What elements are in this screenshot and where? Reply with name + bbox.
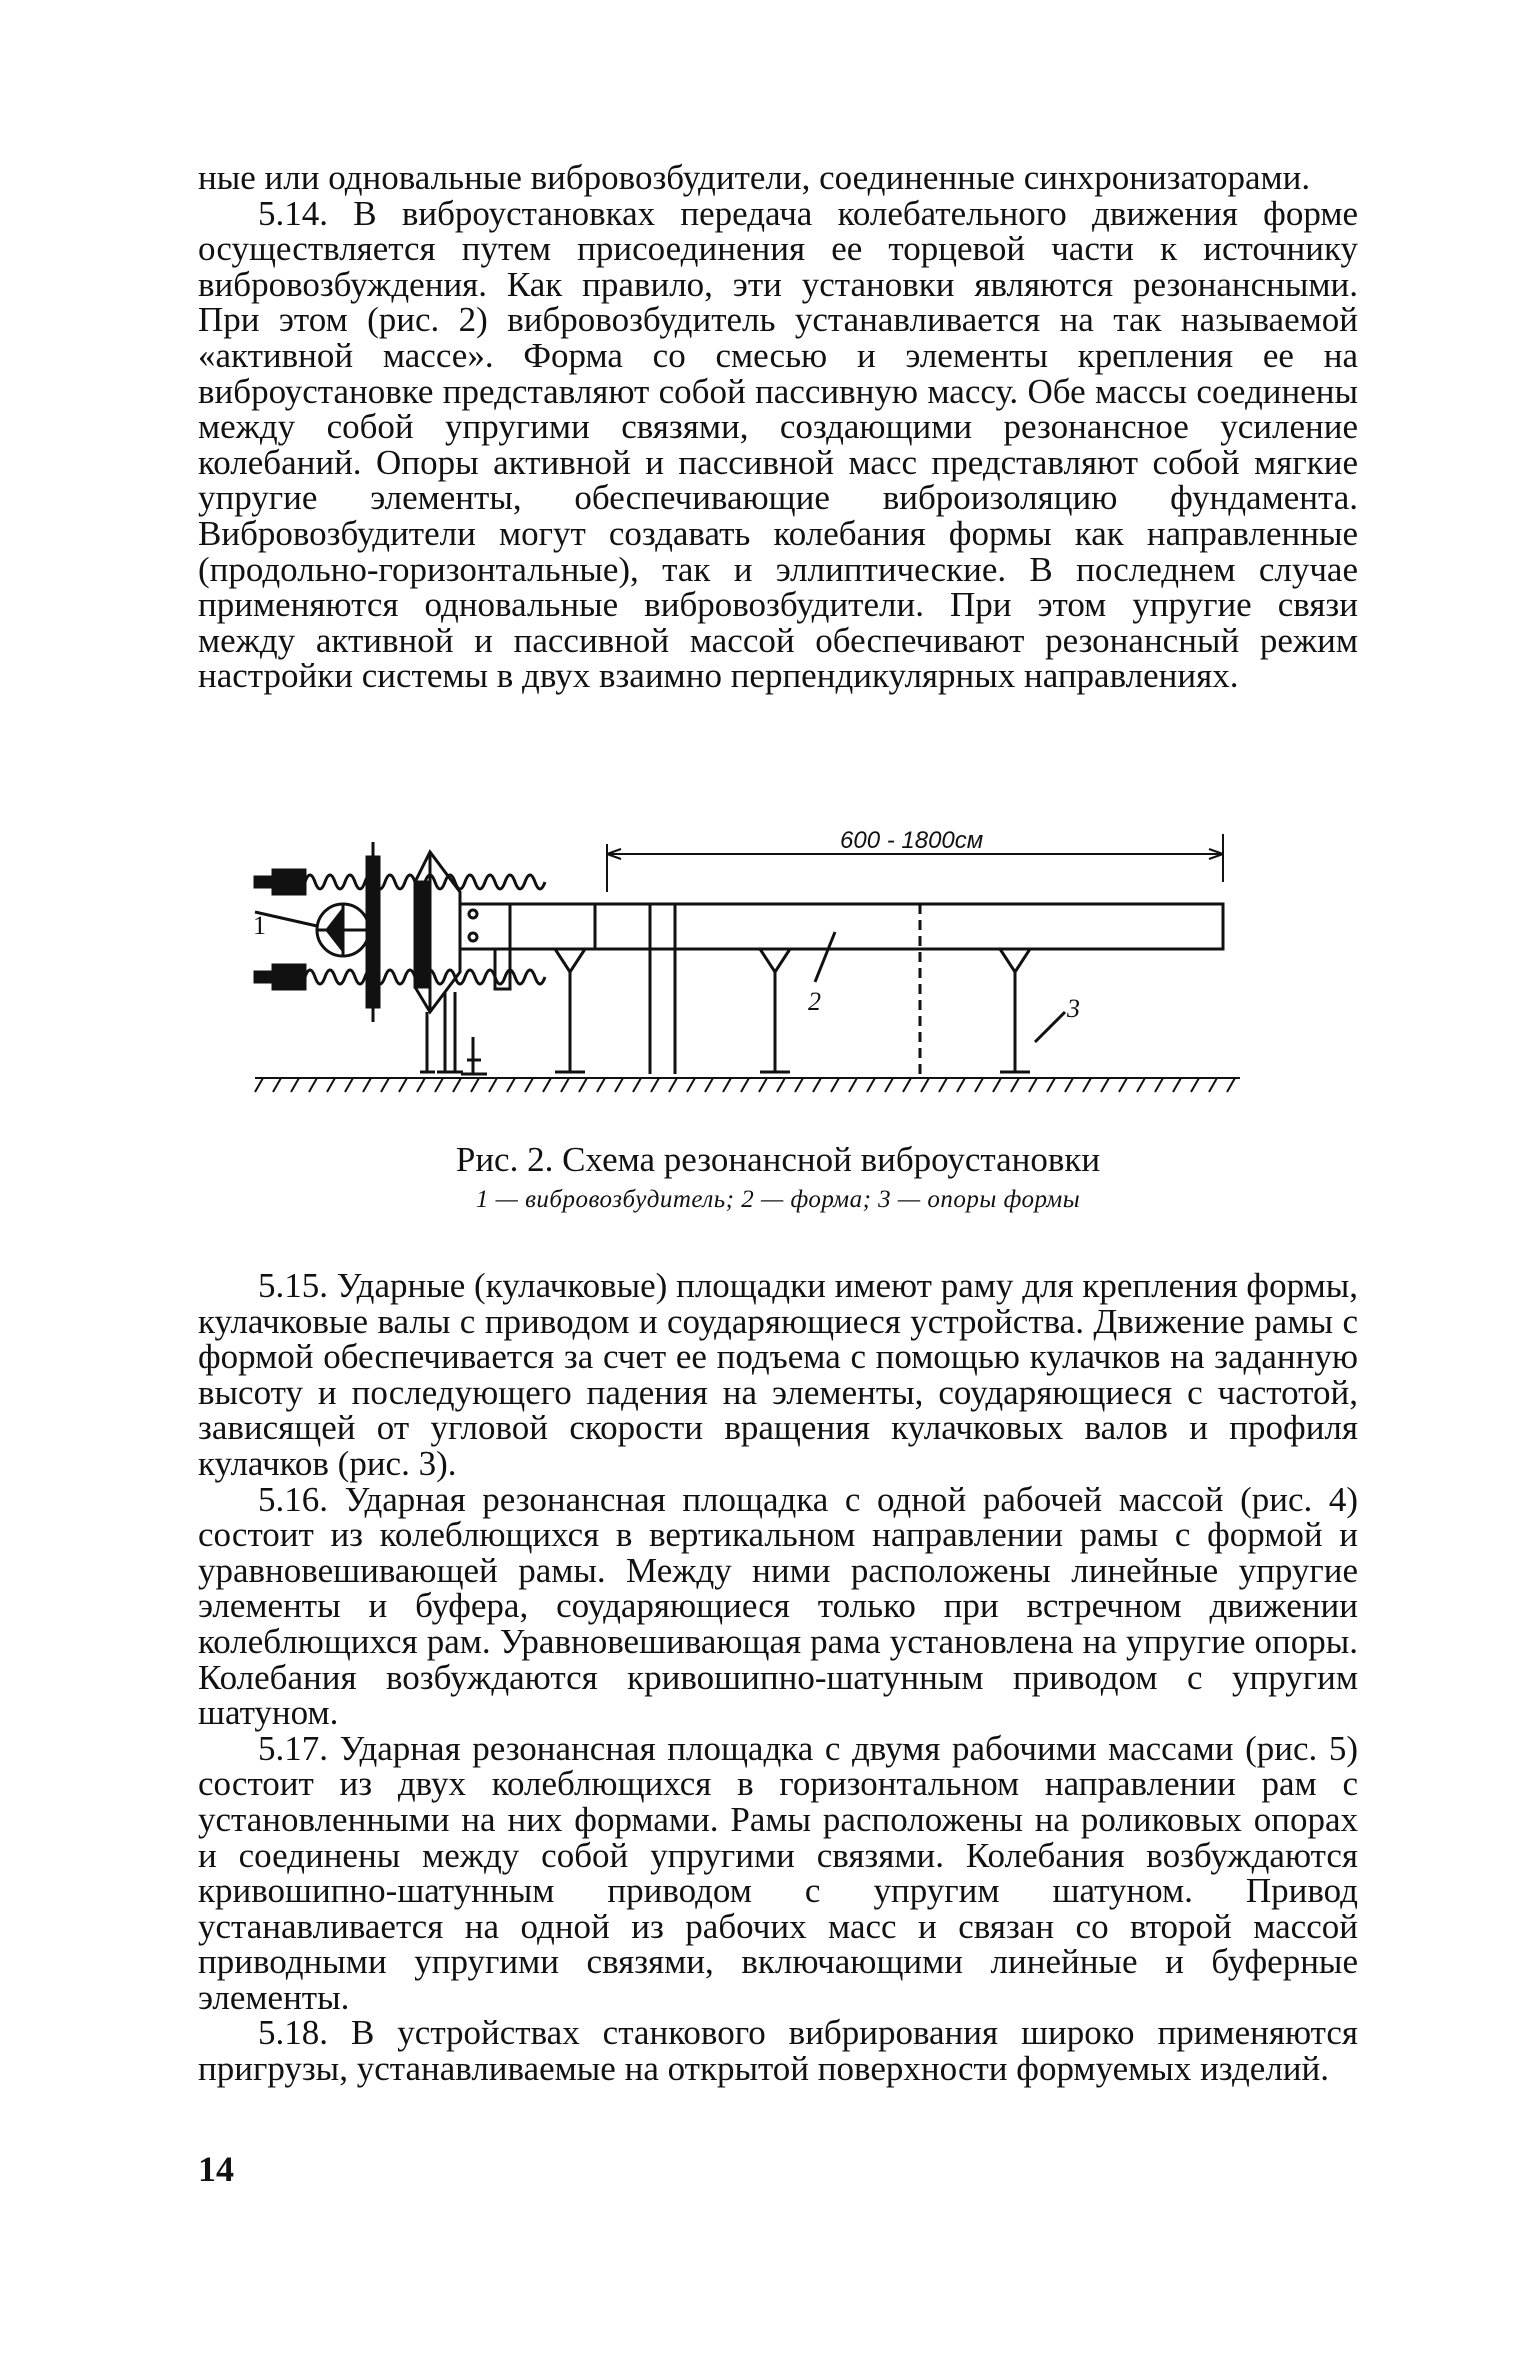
paragraph-5-18: 5.18. В устройствах станкового вибрирования широко применяются пригрузы, устанавливаемые на открытой поверхности формуемых изделий. [198, 2013, 1358, 2089]
vibration-exciter [255, 904, 369, 956]
callout-2: 2 [808, 987, 821, 1016]
form [460, 904, 1223, 1074]
paragraph-5-17: 5.17. Ударная резонансная площадка с двумя рабочими массами (рис. 5) состоит из двух колеблющихся в горизонтальном направлении рам с установленными на них формами. Рамы расположены на роликовых опорах и соединены между собой упругими связями. Колебания возбуждаются кривошипно-шатунным приводом с упругим шатуном. Привод устанавливается на одной из рабочих масс и связан со второй массой приводными упругими связями, включающими линейные и буферные элементы. [198, 1728, 1358, 2017]
dimension-label: 600 - 1800см [840, 827, 984, 854]
resonant-vibration-unit-diagram [255, 822, 1265, 1124]
paragraph-5-14: 5.14. В виброустановках передача колебательного движения форме осуществляется путем присоединения ее торцевой части к источнику вибровозбуждения. Как правило, эти установки являются резонансными. При этом (рис. 2) вибровозбудитель устанавливается на так называемой «активной массе». Форма со смесью и элементы крепления ее на виброустановке представляют собой пассивную массу. Обе массы соединены между собой упругими связями, создающими резонансное усиление колебаний. Опоры активной и пассивной масс представляют собой мягкие упругие элементы, обеспечивающие виброизоляцию фундамента. Вибровозбудители могут создавать колебания формы как направленные (продольно-горизонтальные), так и эллиптические. В последнем случае применяются одновальные вибровозбудители. При этом упругие связи между активной и пассивной массой обеспечивают резонансный режим настройки системы в двух взаимно перпендикулярных направлениях. [198, 193, 1358, 696]
callout-1: 1 [253, 911, 266, 940]
callout-3: 3 [1067, 994, 1080, 1023]
figure-caption: Рис. 2. Схема резонансной виброустановки [455, 1140, 1101, 1179]
lower-spring [255, 965, 545, 989]
upper-spring [255, 870, 545, 894]
ground [255, 1078, 1240, 1092]
paragraph-5-16: 5.16. Ударная резонансная площадка с одной рабочей массой (рис. 4) состоит из колеблющихся в вертикальном направлении рамы с формой и уравновешивающей рамы. Между ними расположены линейные упругие элементы и буфера, соударяющиеся только при встречном движении колеблющихся рам. Уравновешивающая рама установлена на упругие опоры. Колебания возбуждаются кривошипно-шатунным приводом с упругим шатуном. [198, 1479, 1358, 1733]
text-block-top [198, 160, 1358, 694]
page-number: 14 [198, 2149, 234, 2189]
figure-legend: 1 — вибровозбудитель; 2 — форма; 3 — опоры формы [475, 1186, 1081, 1213]
paragraph-continuation: ные или одновальные вибровозбудители, соединенные синхронизаторами. [198, 158, 1311, 197]
text-block-bottom [198, 1268, 1358, 2087]
paragraph-5-15: 5.15. Ударные (кулачковые) площадки имеют раму для крепления формы, кулачковые валы с приводом и соударяющиеся устройства. Движение рамы с формой обеспечивается за счет ее подъема с помощью кулачков на заданную высоту и последующего падения на элементы, соударяющиеся с частотой, зависящей от угловой скорости вращения кулачковых валов и профиля кулачков (рис. 3). [198, 1266, 1358, 1483]
